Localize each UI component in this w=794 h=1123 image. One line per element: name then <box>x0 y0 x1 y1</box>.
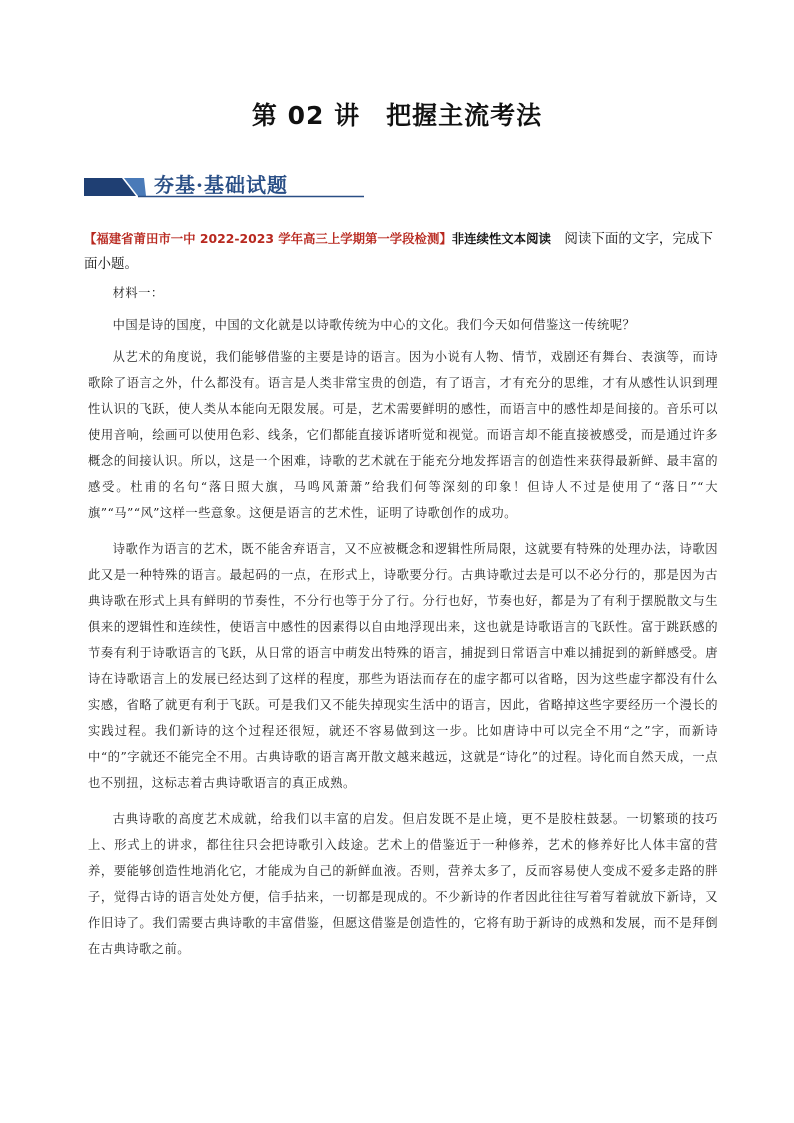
material-paragraph: 中国是诗的国度，中国的文化就是以诗歌传统为中心的文化。我们今天如何借鉴这一传统呢？ <box>112 318 636 332</box>
material-paragraph: 古典诗歌的高度艺术成就，给我们以丰富的启发。但启发既不是止境，更不是胶柱鼓瑟。一切繁琐的技巧上、形式上的讲求，都往往只会把诗歌引入歧途。艺术上的借鉴近于一种修养，艺术的修养好比人体丰富的营养，要能够创造性地消化它，才能成为自己的新鲜血液。否则，营养太多了，反而容易使人变成不爱多走路的胖子，觉得古诗的语言处处方便，信手拈来，一切都是现成的。不少新诗的作者因此往往写着写着就放下新诗，又作旧诗了。我们需要古典诗歌的丰富借鉴，但愿这借鉴是创造性的，它将有助于新诗的成熟和发展，而不是拜倒在古典诗歌之前。 <box>88 812 718 956</box>
question-instruction: 阅读下面的文字，完成下面小题。 <box>84 231 713 272</box>
question-source: 【福建省莆田市一中 2022-2023 学年高三上学期第一学段检测】 <box>84 231 452 246</box>
material-heading: 材料一： <box>112 286 164 300</box>
page-title: 第 02 讲 把握主流考法 <box>251 101 543 130</box>
material-body <box>88 280 718 962</box>
question-type: 非连续性文本阅读 <box>451 231 551 246</box>
material-paragraph: 从艺术的角度说，我们能够借鉴的主要是诗的语言。因为小说有人物、情节，戏剧还有舞台、表演等，而诗歌除了语言之外，什么都没有。语言是人类非常宝贵的创造，有了语言，才有充分的思维，才有从感性认识到理性认识的飞跃，使人类从本能向无限发展。可是，艺术需要鲜明的感性，而语言中的感性却是间接的。音乐可以使用音响，绘画可以使用色彩、线条，它们都能直接诉诸听觉和视觉。而语言却不能直接被感受，而是通过许多概念的间接认识。所以，这是一个困难，诗歌的艺术就在于能充分地发挥语言的创造性来获得最新鲜、最丰富的感受。杜甫的名句“落日照大旗，马鸣风萧萧”给我们何等深刻的印象！但诗人不过是使用了“落日”“大旗”“马”“风”这样一些意象。这便是语言的艺术性，证明了诗歌创作的成功。 <box>88 350 718 520</box>
section-label: 夯基·基础试题 <box>154 173 288 197</box>
material-paragraph: 诗歌作为语言的艺术，既不能舍弃语言，又不应被概念和逻辑性所局限，这就要有特殊的处理办法，诗歌因此又是一种特殊的语言。最起码的一点，在形式上，诗歌要分行。古典诗歌过去是可以不必分行的，那是因为古典诗歌在形式上具有鲜明的节奏性，不分行也等于分了行。分行也好，节奏也好，都是为了有利于摆脱散文与生俱来的逻辑性和连续性，使语言中感性的因素得以自由地浮现出来，这也就是诗歌语言的飞跃性。富于跳跃感的节奏有利于诗歌语言的飞跃，从日常的语言中萌发出特殊的语言，捕捉到日常语言中难以捕捉到的新鲜感受。唐诗在诗歌语言上的发展已经达到了这样的程度，那些为语法而存在的虚字都可以省略，因为这些虚字都没有什么实感，省略了就更有利于飞跃。可是我们又不能失掉现实生活中的语言，因此，省略掉这些字要经历一个漫长的实践过程。我们新诗的这个过程还很短，就还不容易做到这一步。比如唐诗中可以完全不用“之”字，而新诗中“的”字就还不能完全不用。古典诗歌的语言离开散文越来越远，这就是“诗化”的过程。诗化而自然天成，一点也不别扭，这标志着古典诗歌语言的真正成熟。 <box>88 542 718 790</box>
section-banner <box>84 166 364 206</box>
question-header <box>84 226 724 277</box>
